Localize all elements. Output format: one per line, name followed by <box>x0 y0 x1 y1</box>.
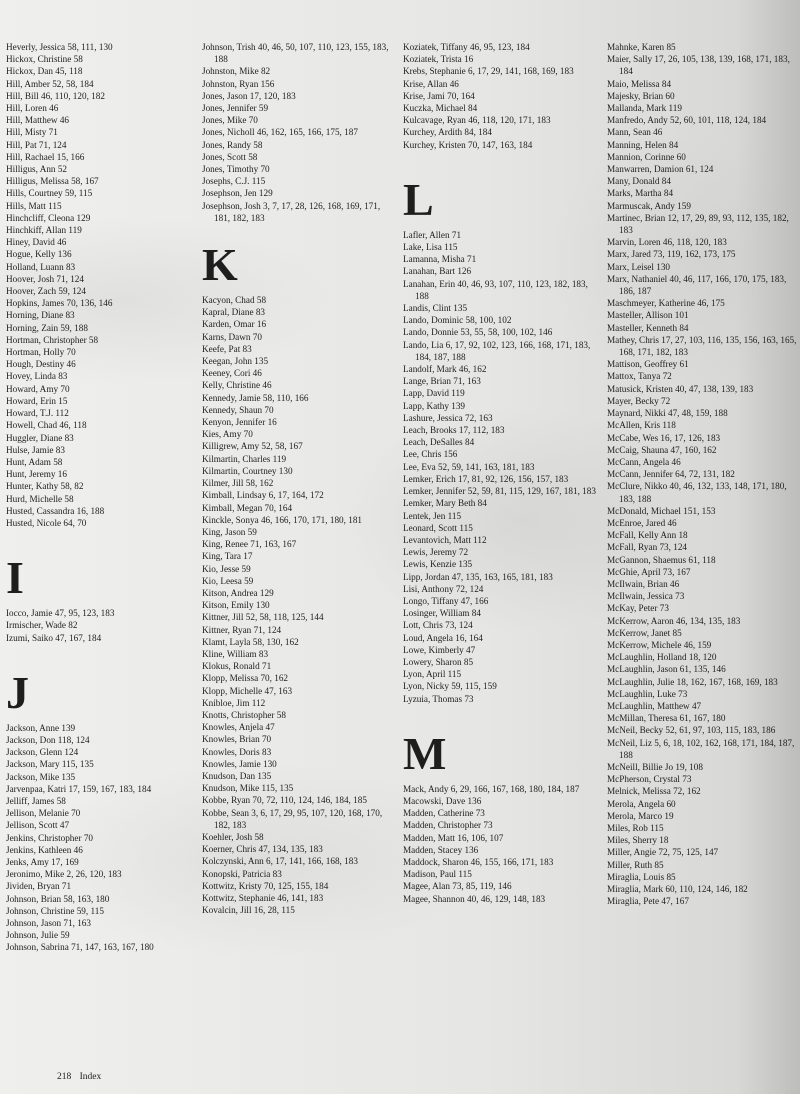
section-label: Index <box>79 1072 102 1082</box>
index-entry: Majesky, Brian 60 <box>607 90 675 101</box>
index-entry: Horning, Zain 59, 188 <box>6 322 88 333</box>
index-column-1 <box>6 41 202 954</box>
index-entry: Kimball, Megan 70, 164 <box>202 502 293 513</box>
index-entry: Hiney, David 46 <box>6 237 67 248</box>
index-entry: Kelly, Christine 46 <box>202 380 272 391</box>
index-entry: Loud, Angela 16, 164 <box>403 632 483 643</box>
index-entry: Lott, Chris 73, 124 <box>403 620 473 631</box>
index-entry: Jackson, Glenn 124 <box>6 747 79 758</box>
index-entry: Lemker, Mary Beth 84 <box>403 498 487 509</box>
index-entry: McLaughlin, Jason 61, 135, 146 <box>607 664 726 675</box>
index-entry: King, Tara 17 <box>202 551 253 562</box>
index-entry: Knudson, Dan 135 <box>202 770 272 781</box>
index-entry: Leach, DeSalles 84 <box>403 437 475 448</box>
index-entry: McCabe, Wes 16, 17, 126, 183 <box>607 432 721 443</box>
index-entry: Konopski, Patricia 83 <box>202 868 282 879</box>
index-entry: Marvin, Loren 46, 118, 120, 183 <box>607 237 727 248</box>
index-entry: Lashure, Jessica 72, 163 <box>403 412 493 423</box>
index-entry: McKay, Peter 73 <box>607 603 669 614</box>
index-entry: Kinckle, Sonya 46, 166, 170, 171, 180, 181 <box>202 514 363 525</box>
index-entry: McKerrow, Michele 46, 159 <box>607 639 712 650</box>
index-entry: Kovalcin, Jill 16, 28, 115 <box>202 905 295 916</box>
index-entry: Josephson, Jen 129 <box>202 188 273 199</box>
index-entry: Lapp, Kathy 139 <box>403 400 466 411</box>
index-entry: Kapral, Diane 83 <box>202 307 266 318</box>
index-entry: Jones, Mike 70 <box>202 115 258 126</box>
section-letter-heading: L <box>403 173 434 225</box>
index-entry: Lowery, Sharon 85 <box>403 656 474 667</box>
index-entry: Izumi, Saiko 47, 167, 184 <box>6 632 102 643</box>
index-entry: Iocco, Jamie 47, 95, 123, 183 <box>6 608 115 619</box>
index-entry: Irmischer, Wade 82 <box>6 620 78 631</box>
index-entry: Kottwitz, Kristy 70, 125, 155, 184 <box>202 880 329 891</box>
index-entry: Maddock, Sharon 46, 155, 166, 171, 183 <box>403 856 554 867</box>
index-entry: Husted, Nicole 64, 70 <box>6 517 87 528</box>
index-entry: Hill, Matthew 46 <box>6 115 70 126</box>
index-entry: Masteller, Kenneth 84 <box>607 322 689 333</box>
section-letter-heading: J <box>6 666 29 718</box>
index-entry: Leonard, Scott 115 <box>403 522 473 533</box>
index-entry: McLaughlin, Luke 73 <box>607 688 688 699</box>
index-entry: Lemker, Jennifer 52, 59, 81, 115, 129, 167, 181, 183 <box>403 486 596 497</box>
index-entry: McCann, Angela 46 <box>607 456 681 467</box>
index-entry: McGhie, April 73, 167 <box>607 566 691 577</box>
index-entry: Mayer, Becky 72 <box>607 395 671 406</box>
index-entry: Lamanna, Misha 71 <box>403 254 477 265</box>
index-entry: McGannon, Shaemus 61, 118 <box>607 554 716 565</box>
index-entry: Holland, Luann 83 <box>6 261 76 272</box>
index-entry: Martinec, Brian 12, 17, 29, 89, 93, 112, 135, 182, 183 <box>607 212 789 236</box>
index-entry: Johnson, Brian 58, 163, 180 <box>6 893 110 904</box>
index-entry: Marx, Jared 73, 119, 162, 173, 175 <box>607 249 736 260</box>
index-entry: Howard, Erin 15 <box>6 395 68 406</box>
section-letter-heading: K <box>202 239 238 291</box>
index-entry: Klamt, Layla 58, 130, 162 <box>202 636 299 647</box>
index-entry: Jackson, Mike 135 <box>6 771 76 782</box>
index-entry: Miller, Ruth 85 <box>607 859 664 870</box>
index-entry: Miles, Sherry 18 <box>607 835 669 846</box>
index-entry: Maio, Melissa 84 <box>607 78 672 89</box>
index-entry: McKerrow, Janet 85 <box>607 627 682 638</box>
index-entry: Lemker, Erich 17, 81, 92, 126, 156, 157, 183 <box>403 473 569 484</box>
index-entry: Kilmer, Jill 58, 162 <box>202 478 274 489</box>
section-spacer <box>403 705 599 721</box>
index-entry: Lee, Eva 52, 59, 141, 163, 181, 183 <box>403 461 535 472</box>
index-entry: Mann, Sean 46 <box>607 127 663 138</box>
index-entry: Merola, Angela 60 <box>607 798 676 809</box>
index-entry: Johnson, Trish 40, 46, 50, 107, 110, 123, 155, 183, 188 <box>202 42 389 65</box>
index-entry: Miraglia, Pete 47, 167 <box>607 896 689 907</box>
index-entry: Lanahan, Bart 126 <box>403 266 472 277</box>
index-entry: Koziatek, Trista 16 <box>403 54 474 65</box>
index-entry: Magee, Alan 73, 85, 119, 146 <box>403 881 512 892</box>
index-entry: Kobbe, Ryan 70, 72, 110, 124, 146, 184, 185 <box>202 795 367 806</box>
index-entry: Hill, Bill 46, 110, 120, 182 <box>6 90 105 101</box>
index-entry: Jones, Jennifer 59 <box>202 103 269 114</box>
index-entry: Kulcavage, Ryan 46, 118, 120, 171, 183 <box>403 115 551 126</box>
index-entry: Hills, Courtney 59, 115 <box>6 188 93 199</box>
index-entry: Hill, Rachael 15, 166 <box>6 151 85 162</box>
index-entry: Madden, Catherine 73 <box>403 808 485 819</box>
index-column-4 <box>607 41 797 907</box>
index-entry: Jones, Timothy 70 <box>202 164 270 175</box>
index-entry: Johnston, Ryan 156 <box>202 78 275 89</box>
index-entry: Keeney, Cori 46 <box>202 368 262 379</box>
index-entry: Hill, Misty 71 <box>6 127 58 138</box>
index-entry: Jones, Randy 58 <box>202 139 263 150</box>
index-entry: Hinchcliff, Cleona 129 <box>6 212 91 223</box>
index-entry: Koehler, Josh 58 <box>202 831 264 842</box>
index-entry: Marx, Leisel 130 <box>607 261 671 272</box>
index-entry: Johnson, Christine 59, 115 <box>6 905 104 916</box>
index-entry: Jelliff, James 58 <box>6 795 66 806</box>
index-entry: Hopkins, James 70, 136, 146 <box>6 298 113 309</box>
index-entry: Mathey, Chris 17, 27, 103, 116, 135, 156, 163, 165, 168, 171, 182, 183 <box>607 334 797 358</box>
index-entry: Lando, Dominic 58, 100, 102 <box>403 315 512 326</box>
index-entry: Lewis, Jeremy 72 <box>403 547 469 558</box>
index-entry: Jarvenpaa, Katri 17, 159, 167, 183, 184 <box>6 783 152 794</box>
section-letter-heading: M <box>403 727 447 779</box>
index-entry: Keefe, Pat 83 <box>202 343 252 354</box>
index-entry: Howell, Chad 46, 118 <box>6 420 87 431</box>
index-entry: Hoover, Zach 59, 124 <box>6 286 86 297</box>
index-entry: Kuczka, Michael 84 <box>403 103 478 114</box>
index-entry: Koziatek, Tiffany 46, 95, 123, 184 <box>403 42 530 52</box>
index-entry: Kacyon, Chad 58 <box>202 295 267 306</box>
page-number: 218 <box>57 1072 72 1082</box>
index-entry: Jones, Nicholl 46, 162, 165, 166, 175, 187 <box>202 127 358 138</box>
index-entry: Knowles, Jamie 130 <box>202 758 277 769</box>
index-entry: Madison, Paul 115 <box>403 869 472 880</box>
index-entry: Longo, Tiffany 47, 166 <box>403 595 489 606</box>
index-entry: McDonald, Michael 151, 153 <box>607 505 716 516</box>
index-entry: Hunter, Kathy 58, 82 <box>6 481 84 492</box>
index-entry: Horning, Diane 83 <box>6 310 75 321</box>
index-entry: McMillan, Theresa 61, 167, 180 <box>607 713 726 724</box>
index-entry: Karns, Dawn 70 <box>202 331 262 342</box>
index-entry: Killigrew, Amy 52, 58, 167 <box>202 441 303 452</box>
index-entry: McNeil, Liz 5, 6, 18, 102, 162, 168, 171, 184, 187, 188 <box>607 737 795 760</box>
index-entry: Lyon, April 115 <box>403 669 462 680</box>
index-entry: Jones, Scott 58 <box>202 151 258 162</box>
index-entry: Masteller, Allison 101 <box>607 310 689 321</box>
index-entry: McLaughlin, Matthew 47 <box>607 700 702 711</box>
index-entry: McLaughlin, Julie 18, 162, 167, 168, 169, 183 <box>607 676 778 687</box>
index-entry: Hilligus, Melissa 58, 167 <box>6 176 99 187</box>
index-entry: Lange, Brian 71, 163 <box>403 376 481 387</box>
index-entry: Kittner, Ryan 71, 124 <box>202 624 282 635</box>
index-entry: Kimball, Lindsay 6, 17, 164, 172 <box>202 490 324 501</box>
index-entry: Lake, Lisa 115 <box>403 242 458 253</box>
index-entry: Howard, T.J. 112 <box>6 408 69 419</box>
index-entry: McAllen, Kris 118 <box>607 420 676 431</box>
index-entry: Mattox, Tanya 72 <box>607 371 672 382</box>
index-entry: Huggler, Diane 83 <box>6 432 74 443</box>
index-entry: Hill, Pat 71, 124 <box>6 139 67 150</box>
index-entry: Macowski, Dave 136 <box>403 795 482 806</box>
index-entry: Miles, Rob 115 <box>607 823 664 833</box>
index-entry: Kies, Amy 70 <box>202 429 253 440</box>
index-entry: Knowles, Brian 70 <box>202 734 272 745</box>
index-entry: Jackson, Anne 139 <box>6 722 76 733</box>
index-entry: Knudson, Mike 115, 135 <box>202 783 294 794</box>
index-entry: Jackson, Mary 115, 135 <box>6 759 94 770</box>
index-entry: Matusick, Kristen 40, 47, 138, 139, 183 <box>607 383 754 394</box>
index-entry: Jackson, Don 118, 124 <box>6 734 90 745</box>
index-entry: Lipp, Jordan 47, 135, 163, 165, 181, 183 <box>403 571 553 582</box>
page-footer <box>57 1072 101 1082</box>
index-entry: Lisi, Anthony 72, 124 <box>403 583 484 594</box>
index-entry: Hough, Destiny 46 <box>6 359 76 370</box>
index-entry: Leach, Brooks 17, 112, 183 <box>403 425 505 436</box>
index-entry: Manfredo, Andy 52, 60, 101, 118, 124, 184 <box>607 115 767 126</box>
index-entry: Melnick, Melissa 72, 162 <box>607 786 701 797</box>
index-entry: Maier, Sally 17, 26, 105, 138, 139, 168, 171, 183, 184 <box>607 54 790 77</box>
index-column-2 <box>202 41 398 916</box>
index-entry: Kottwitz, Stephanie 46, 141, 183 <box>202 893 324 903</box>
index-entry: Johnson, Jason 71, 163 <box>6 917 91 928</box>
index-entry: Kline, William 83 <box>202 648 269 659</box>
index-entry: Miraglia, Louis 85 <box>607 871 676 882</box>
index-entry: Jeronimo, Mike 2, 26, 120, 183 <box>6 869 122 880</box>
index-entry: Landolf, Mark 46, 162 <box>403 364 487 375</box>
index-entry: McClure, Nikko 40, 46, 132, 133, 148, 171, 180, 183, 188 <box>607 481 787 504</box>
index-entry: Manning, Helen 84 <box>607 139 679 150</box>
index-entry: Klopp, Melissa 70, 162 <box>202 673 289 684</box>
index-entry: Lanahan, Erin 40, 46, 93, 107, 110, 123, 182, 183, 188 <box>403 278 588 301</box>
index-entry: McFall, Kelly Ann 18 <box>607 530 688 541</box>
index-entry: Manwarren, Damion 61, 124 <box>607 164 714 175</box>
index-entry: Miller, Angie 72, 75, 125, 147 <box>607 847 719 858</box>
index-entry: Lentek, Jen 115 <box>403 510 462 521</box>
index-entry: Lyzuia, Thomas 73 <box>403 693 474 704</box>
index-entry: Kobbe, Sean 3, 6, 17, 29, 95, 107, 120, 168, 170, 182, 183 <box>202 807 383 830</box>
index-entry: Mack, Andy 6, 29, 166, 167, 168, 180, 184, 187 <box>403 783 580 794</box>
index-entry: Knotts, Christopher 58 <box>202 709 286 720</box>
index-entry: Hilligus, Ann 52 <box>6 164 68 175</box>
index-entry: Knowles, Doris 83 <box>202 746 272 757</box>
index-entry: Kurchey, Kristen 70, 147, 163, 184 <box>403 139 533 150</box>
index-entry: McNeil, Becky 52, 61, 97, 103, 115, 183, 186 <box>607 725 776 736</box>
index-entry: Jenkins, Kathleen 46 <box>6 844 83 855</box>
index-entry: Mahnke, Karen 85 <box>607 42 676 52</box>
index-entry: Husted, Cassandra 16, 188 <box>6 505 105 516</box>
index-entry: Merola, Marco 19 <box>607 810 674 821</box>
index-entry: Marks, Martha 84 <box>607 188 674 199</box>
index-entry: Kennedy, Jamie 58, 110, 166 <box>202 392 309 403</box>
index-entry: Hortman, Holly 70 <box>6 347 76 358</box>
index-entry: Knibloe, Jim 112 <box>202 697 266 708</box>
index-entry: Hovey, Linda 83 <box>6 371 68 382</box>
index-entry: Klopp, Michelle 47, 163 <box>202 685 293 696</box>
index-entry: Koerner, Chris 47, 134, 135, 183 <box>202 844 323 855</box>
index-entry: Jellison, Melanie 70 <box>6 808 81 819</box>
index-entry: Kenyon, Jennifer 16 <box>202 417 277 428</box>
index-entry: Hinchkiff, Allan 119 <box>6 225 82 236</box>
index-entry: Hogue, Kelly 136 <box>6 249 72 260</box>
index-entry: Kilmartin, Charles 119 <box>202 453 287 464</box>
index-entry: Johnson, Julie 59 <box>6 930 70 941</box>
section-spacer <box>202 224 398 232</box>
index-entry: Krebs, Stephanie 6, 17, 29, 141, 168, 169, 183 <box>403 66 574 77</box>
index-entry: McIlwain, Jessica 73 <box>607 591 685 602</box>
index-entry: Hills, Matt 115 <box>6 200 62 211</box>
index-entry: Hortman, Christopher 58 <box>6 334 99 345</box>
index-entry: Kennedy, Shaun 70 <box>202 404 274 415</box>
index-entry: Hurd, Michelle 58 <box>6 493 74 504</box>
index-entry: Krise, Jami 70, 164 <box>403 90 475 101</box>
index-entry: Hunt, Adam 58 <box>6 456 63 467</box>
index-entry: Kitson, Andrea 129 <box>202 587 274 598</box>
index-entry: Hill, Amber 52, 58, 184 <box>6 78 94 89</box>
index-entry: Johnson, Sabrina 71, 147, 163, 167, 180 <box>6 942 154 953</box>
index-entry: Johnston, Mike 82 <box>202 66 271 77</box>
index-entry: McFall, Ryan 73, 124 <box>607 542 688 553</box>
index-entry: Lee, Chris 156 <box>403 449 458 460</box>
index-entry: Jones, Jason 17, 120, 183 <box>202 90 296 101</box>
index-entry: Kittner, Jill 52, 58, 118, 125, 144 <box>202 612 324 623</box>
index-entry: Lyon, Nicky 59, 115, 159 <box>403 681 497 692</box>
index-entry: Josephs, C.J. 115 <box>202 176 266 187</box>
index-entry: Kio, Leesa 59 <box>202 575 254 586</box>
index-entry: Howard, Amy 70 <box>6 383 70 394</box>
index-entry: Losinger, William 84 <box>403 608 481 619</box>
index-entry: Lafler, Allen 71 <box>403 229 462 240</box>
index-entry: Jenks, Amy 17, 169 <box>6 856 79 867</box>
index-entry: Madden, Stacey 136 <box>403 844 479 855</box>
index-entry: Knowles, Anjela 47 <box>202 722 275 733</box>
index-entry: Jenkins, Christopher 70 <box>6 832 94 843</box>
index-entry: King, Renee 71, 163, 167 <box>202 539 297 550</box>
index-entry: McPherson, Crystal 73 <box>607 774 692 785</box>
index-entry: Kio, Jesse 59 <box>202 563 251 574</box>
index-entry: Maynard, Nikki 47, 48, 159, 188 <box>607 408 728 419</box>
index-entry: Kitson, Emily 130 <box>202 600 270 611</box>
index-entry: Lewis, Kenzie 135 <box>403 559 473 570</box>
index-entry: Many, Donald 84 <box>607 176 671 187</box>
index-entry: Jellison, Scott 47 <box>6 820 70 831</box>
index-entry: Levantovich, Matt 112 <box>403 534 487 545</box>
index-entry: Hickox, Christine 58 <box>6 54 83 65</box>
index-entry: Lando, Lia 6, 17, 92, 102, 123, 166, 168, 171, 183, 184, 187, 188 <box>403 339 591 362</box>
index-entry: Kolczynski, Ann 6, 17, 141, 166, 168, 183 <box>202 856 358 867</box>
index-entry: Jividen, Bryan 71 <box>6 881 72 892</box>
index-entry: Hill, Loren 46 <box>6 103 59 114</box>
index-entry: Lando, Donnie 53, 55, 58, 100, 102, 146 <box>403 327 553 338</box>
index-column-3 <box>403 41 599 905</box>
index-entry: Maschmeyer, Katherine 46, 175 <box>607 298 725 309</box>
index-entry: Klokus, Ronald 71 <box>202 661 272 672</box>
index-entry: Marmuscak, Andy 159 <box>607 200 691 211</box>
index-entry: McCaig, Shauna 47, 160, 162 <box>607 444 717 455</box>
index-entry: Kurchey, Ardith 84, 184 <box>403 127 492 138</box>
index-entry: Heverly, Jessica 58, 111, 130 <box>6 42 113 52</box>
index-entry: Hickox, Dan 45, 118 <box>6 66 83 77</box>
index-entry: Mattison, Geoffrey 61 <box>607 359 689 370</box>
index-entry: Magee, Shannon 40, 46, 129, 148, 183 <box>403 893 546 904</box>
index-entry: Hulse, Jamie 83 <box>6 444 65 455</box>
index-entry: Mallanda, Mark 119 <box>607 103 682 114</box>
index-entry: Kilmartin, Courtney 130 <box>202 465 293 476</box>
index-entry: McLaughlin, Holland 18, 120 <box>607 652 717 663</box>
section-spacer <box>403 151 599 167</box>
index-entry: Keegan, John 135 <box>202 356 269 367</box>
index-entry: McEnroe, Jared 46 <box>607 517 677 528</box>
index-entry: Karden, Omar 16 <box>202 319 267 330</box>
index-entry: McCann, Jennifer 64, 72, 131, 182 <box>607 469 735 480</box>
index-entry: Madden, Christopher 73 <box>403 820 493 831</box>
index-entry: Lowe, Kimberly 47 <box>403 644 476 655</box>
index-entry: Madden, Matt 16, 106, 107 <box>403 832 504 843</box>
section-spacer <box>6 529 202 545</box>
index-entry: King, Jason 59 <box>202 526 257 537</box>
index-entry: Marx, Nathaniel 40, 46, 117, 166, 170, 175, 183, 186, 187 <box>607 273 787 297</box>
index-entry: Josephson, Josh 3, 7, 17, 28, 126, 168, 169, 171, 181, 182, 183 <box>202 200 381 223</box>
index-entry: McKerrow, Aaron 46, 134, 135, 183 <box>607 615 741 626</box>
index-entry: Landis, Clint 135 <box>403 303 468 314</box>
index-entry: Lapp, David 119 <box>403 388 465 399</box>
index-entry: McNeill, Billie Jo 19, 108 <box>607 761 703 772</box>
index-entry: Krise, Allan 46 <box>403 78 459 89</box>
index-entry: Hunt, Jeremy 16 <box>6 469 67 480</box>
section-letter-heading: I <box>6 552 24 604</box>
index-entry: Miraglia, Mark 60, 110, 124, 146, 182 <box>607 884 748 895</box>
section-spacer <box>6 644 202 660</box>
index-entry: McIlwain, Brian 46 <box>607 578 680 589</box>
index-entry: Mannion, Corinne 60 <box>607 151 686 162</box>
index-entry: Hoover, Josh 71, 124 <box>6 273 84 284</box>
